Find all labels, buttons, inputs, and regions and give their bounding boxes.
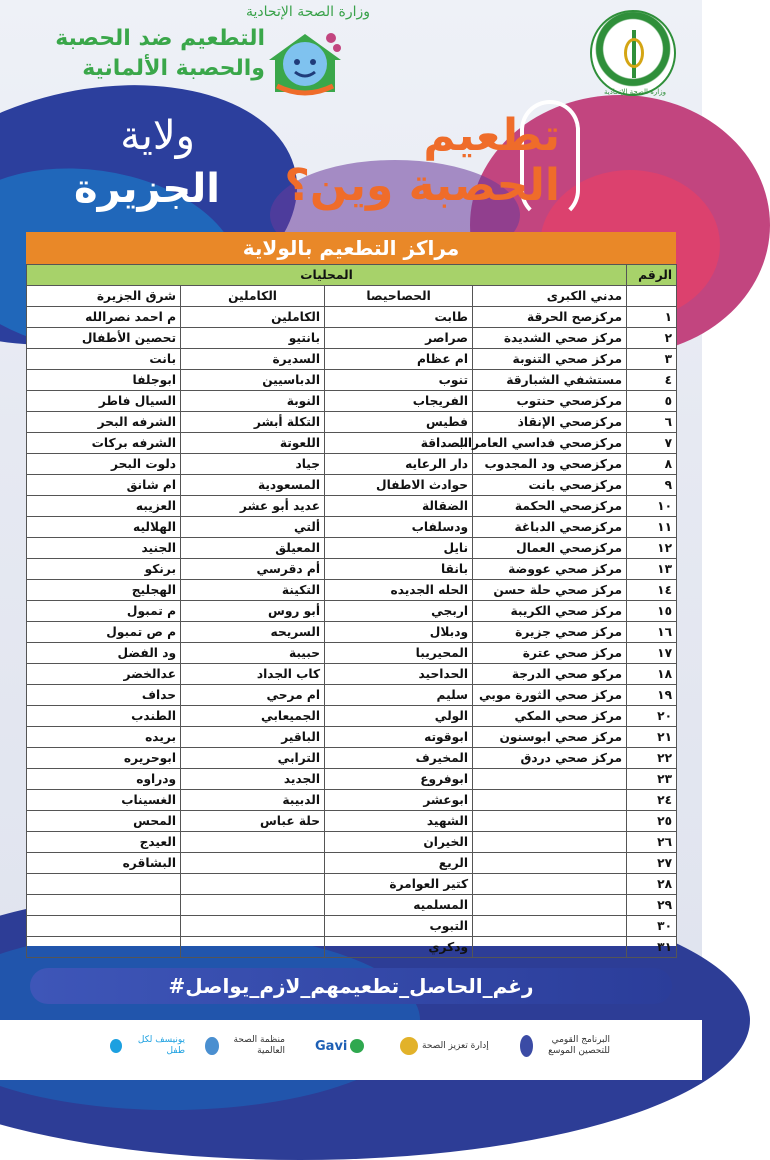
row-number-cell: ١٢ (627, 538, 677, 559)
poster-title-line1: تطعيم (423, 110, 560, 161)
center-name-cell: م تمبول (27, 601, 181, 622)
center-name-cell: ام مرحي (181, 685, 325, 706)
center-name-cell: العزيبه (27, 496, 181, 517)
center-name-cell: الدبيبة (181, 790, 325, 811)
partner-label: منظمة الصحة العالمية (233, 1035, 285, 1056)
center-name-cell: المحس (27, 811, 181, 832)
center-name-cell: تنوب (325, 370, 473, 391)
center-name-cell: مركز صحي الثورة موبي (473, 685, 627, 706)
center-name-cell: الشرفه البحر (27, 412, 181, 433)
center-name-cell: مركزصحي الدباغة (473, 517, 627, 538)
row-number-cell: ٢٩ (627, 895, 677, 916)
center-name-cell: أم دقرسي (181, 559, 325, 580)
center-name-cell: دار الرعايه (325, 454, 473, 475)
center-name-cell (181, 832, 325, 853)
center-name-cell: السريحه (181, 622, 325, 643)
who-logo-icon (205, 1037, 219, 1055)
ministry-seal-icon (590, 10, 676, 96)
column-header-locality: شرق الجزيرة (27, 286, 181, 307)
center-name-cell: حوادث الاطفال (325, 475, 473, 496)
center-name-cell: السديرة (181, 349, 325, 370)
center-name-cell (473, 811, 627, 832)
center-name-cell (181, 937, 325, 958)
row-number-cell: ١٩ (627, 685, 677, 706)
table-body (27, 307, 677, 958)
center-name-cell: مركزصحي الحكمة (473, 496, 627, 517)
center-name-cell: المحيريبا (325, 643, 473, 664)
center-name-cell: مركزصحي بانت (473, 475, 627, 496)
center-name-cell: ابوفروع (325, 769, 473, 790)
center-name-cell: فطيس (325, 412, 473, 433)
center-name-cell (27, 916, 181, 937)
center-name-cell: الهجليج (27, 580, 181, 601)
partner-label: البرنامج القومي للتحصين الموسع (548, 1035, 610, 1056)
table-row (27, 412, 677, 433)
center-name-cell: ابوعشر (325, 790, 473, 811)
center-name-cell: ام عظام (325, 349, 473, 370)
table-row (27, 307, 677, 328)
center-name-cell: م ص تمبول (27, 622, 181, 643)
row-number-cell: ٢٣ (627, 769, 677, 790)
table-row (27, 580, 677, 601)
row-number-cell: ٣٠ (627, 916, 677, 937)
center-name-cell (473, 832, 627, 853)
center-name-cell: ودراوه (27, 769, 181, 790)
gavi-logo-icon (350, 1039, 364, 1053)
table-row (27, 895, 677, 916)
campaign-mascot-icon (265, 20, 345, 100)
table-row (27, 664, 677, 685)
center-name-cell: النوبة (181, 391, 325, 412)
center-name-cell: الولي (325, 706, 473, 727)
center-name-cell: حداف (27, 685, 181, 706)
column-header-locality: الكاملين (181, 286, 325, 307)
table-row (27, 601, 677, 622)
center-name-cell: مركزصحي ود المجدوب (473, 454, 627, 475)
center-name-cell: المخيرف (325, 748, 473, 769)
health-promotion-logo-icon (400, 1037, 418, 1055)
center-name-cell: التكلة أبشر (181, 412, 325, 433)
center-name-cell (473, 895, 627, 916)
table-row (27, 454, 677, 475)
center-name-cell: الجنيد (27, 538, 181, 559)
center-name-cell: الشهيد (325, 811, 473, 832)
table-row (27, 727, 677, 748)
center-name-cell: ودبلال (325, 622, 473, 643)
row-number-cell: ١٦ (627, 622, 677, 643)
center-name-cell: ودكري (325, 937, 473, 958)
row-number-cell: ٨ (627, 454, 677, 475)
table-row (27, 517, 677, 538)
center-name-cell (473, 790, 627, 811)
center-name-cell: التكينة (181, 580, 325, 601)
center-name-cell: نايل (325, 538, 473, 559)
column-header-blank (627, 286, 677, 307)
center-name-cell: حبيبة (181, 643, 325, 664)
center-name-cell: مركز صحي دردق (473, 748, 627, 769)
table-row (27, 832, 677, 853)
center-name-cell: الحله الجديده (325, 580, 473, 601)
table-row (27, 391, 677, 412)
center-name-cell: الجديد (181, 769, 325, 790)
center-name-cell: الصداقة (325, 433, 473, 454)
center-name-cell: مركز صحي عترة (473, 643, 627, 664)
center-name-cell (181, 874, 325, 895)
center-name-cell: جياد (181, 454, 325, 475)
epi-logo-icon (520, 1035, 533, 1057)
center-name-cell: برنكو (27, 559, 181, 580)
vaccination-centers-table (26, 264, 677, 958)
center-name-cell: الخيران (325, 832, 473, 853)
hashtag-banner: #رغم_الحاصل_تطعيمهم_لازم_يواصل (30, 968, 672, 1004)
table-row (27, 433, 677, 454)
table-row (27, 853, 677, 874)
center-name-cell (473, 769, 627, 790)
center-name-cell: الهلاليه (27, 517, 181, 538)
center-name-cell: ود الفضل (27, 643, 181, 664)
center-name-cell: مركزصحي فداسي العامراب (473, 433, 627, 454)
center-name-cell (473, 916, 627, 937)
center-name-cell: بريده (27, 727, 181, 748)
column-header-locality: الحصاحيصا (325, 286, 473, 307)
row-number-cell: ١٤ (627, 580, 677, 601)
center-name-cell: مركز صحي حلة حسن (473, 580, 627, 601)
center-name-cell: مركز صحي الشديدة (473, 328, 627, 349)
row-number-cell: ١٠ (627, 496, 677, 517)
center-name-cell: كتير العوامرة (325, 874, 473, 895)
center-name-cell: طابت (325, 307, 473, 328)
table-row (27, 685, 677, 706)
center-name-cell: الغسيناب (27, 790, 181, 811)
row-number-cell: ٩ (627, 475, 677, 496)
row-number-cell: ٥ (627, 391, 677, 412)
center-name-cell: التبوب (325, 916, 473, 937)
table-row (27, 496, 677, 517)
table-row (27, 559, 677, 580)
center-name-cell: بانقا (325, 559, 473, 580)
row-number-cell: ٢٧ (627, 853, 677, 874)
center-name-cell: م احمد نصرالله (27, 307, 181, 328)
table-row (27, 349, 677, 370)
partner-label: Gavi (315, 1038, 348, 1054)
table-row (27, 937, 677, 958)
center-name-cell (473, 853, 627, 874)
row-number-cell: ٤ (627, 370, 677, 391)
center-name-cell: بانت (27, 349, 181, 370)
table-row (27, 475, 677, 496)
center-name-cell (27, 937, 181, 958)
center-name-cell: الجميعابي (181, 706, 325, 727)
table-row (27, 874, 677, 895)
partner-logo-health-promotion (400, 1028, 500, 1064)
center-name-cell: العيدج (27, 832, 181, 853)
column-header-number: الرقم (627, 265, 677, 286)
center-name-cell: ألتي (181, 517, 325, 538)
center-name-cell (181, 916, 325, 937)
center-name-cell: ابوجلفا (27, 370, 181, 391)
center-name-cell: مركز صحي التنوبة (473, 349, 627, 370)
center-name-cell: صراصر (325, 328, 473, 349)
center-name-cell (181, 895, 325, 916)
center-name-cell: الضقالة (325, 496, 473, 517)
campaign-title-line2: والحصبة الألمانية (82, 56, 265, 81)
table-row (27, 370, 677, 391)
partner-label: يونيسف لكل طفل (137, 1035, 185, 1056)
table-heading: مراكز التطعيم بالولاية (26, 232, 676, 264)
center-name-cell: مركزصحي الإنقاذ (473, 412, 627, 433)
center-name-cell (473, 874, 627, 895)
center-name-cell: عديد أبو عشر (181, 496, 325, 517)
center-name-cell: الباقير (181, 727, 325, 748)
table-row (27, 328, 677, 349)
center-name-cell: الشرفه بركات (27, 433, 181, 454)
center-name-cell: مركو صحي الدرجة (473, 664, 627, 685)
center-name-cell: ودسلفاب (325, 517, 473, 538)
center-name-cell: كاب الجداد (181, 664, 325, 685)
center-name-cell: الفريجاب (325, 391, 473, 412)
row-number-cell: ٢٢ (627, 748, 677, 769)
center-name-cell: الطندب (27, 706, 181, 727)
table-row (27, 538, 677, 559)
center-name-cell: الدباسيين (181, 370, 325, 391)
campaign-title-line1: التطعيم ضد الحصبة (55, 26, 265, 51)
center-name-cell: المسلميه (325, 895, 473, 916)
center-name-cell: مركزصح الحرقة (473, 307, 627, 328)
state-label-line2: الجزيرة (74, 166, 220, 212)
center-name-cell: بانتيو (181, 328, 325, 349)
center-name-cell (27, 874, 181, 895)
table-row (27, 790, 677, 811)
center-name-cell: سليم (325, 685, 473, 706)
partner-label: إدارة تعزيز الصحة (422, 1040, 489, 1051)
center-name-cell: مستشفي الشبارقة (473, 370, 627, 391)
center-name-cell (181, 853, 325, 874)
row-number-cell: ٢٤ (627, 790, 677, 811)
ministry-name: وزارة الصحة الإتحادية (246, 4, 370, 20)
unicef-logo-icon (110, 1039, 122, 1053)
center-name-cell: الترابي (181, 748, 325, 769)
table-row (27, 706, 677, 727)
center-name-cell: الحداحيد (325, 664, 473, 685)
table-row (27, 769, 677, 790)
partner-logo-who (205, 1028, 285, 1064)
center-name-cell: مركز صحي الكريبة (473, 601, 627, 622)
poster-title-line2: الحصبة وين؟ (284, 160, 560, 211)
center-name-cell: مركز صحي المكي (473, 706, 627, 727)
center-name-cell: تحصين الأطفال (27, 328, 181, 349)
center-name-cell: مركز صحي عووضة (473, 559, 627, 580)
ministry-seal-label: وزارة الصحة الإتحادية (604, 88, 666, 96)
row-number-cell: ٢٦ (627, 832, 677, 853)
state-label-line1: ولاية (120, 113, 195, 159)
center-name-cell: المسعودية (181, 475, 325, 496)
center-name-cell: اللعوتة (181, 433, 325, 454)
row-number-cell: ٣ (627, 349, 677, 370)
table-row (27, 916, 677, 937)
row-number-cell: ٧ (627, 433, 677, 454)
row-number-cell: ٢١ (627, 727, 677, 748)
table-row (27, 748, 677, 769)
row-number-cell: ٢٥ (627, 811, 677, 832)
row-number-cell: ١٧ (627, 643, 677, 664)
center-name-cell (473, 937, 627, 958)
row-number-cell: ٣١ (627, 937, 677, 958)
row-number-cell: ٢ (627, 328, 677, 349)
center-name-cell: اربجي (325, 601, 473, 622)
center-name-cell: مركزصحي حنتوب (473, 391, 627, 412)
center-name-cell: ابوحريره (27, 748, 181, 769)
center-name-cell: الكاملين (181, 307, 325, 328)
center-name-cell: المعيلق (181, 538, 325, 559)
row-number-cell: ١٣ (627, 559, 677, 580)
center-name-cell: حلة عباس (181, 811, 325, 832)
row-number-cell: ١١ (627, 517, 677, 538)
center-name-cell: مركز صحي ابوسنون (473, 727, 627, 748)
center-name-cell: مركز صحي جزيرة (473, 622, 627, 643)
center-name-cell: مركزصحي العمال (473, 538, 627, 559)
column-group-header: المحليات (27, 265, 627, 286)
center-name-cell: البشاقره (27, 853, 181, 874)
row-number-cell: ١٨ (627, 664, 677, 685)
table-row (27, 622, 677, 643)
table-row (27, 811, 677, 832)
row-number-cell: ٢٠ (627, 706, 677, 727)
row-number-cell: ١ (627, 307, 677, 328)
column-header-locality: مدني الكبرى (473, 286, 627, 307)
row-number-cell: ٢٨ (627, 874, 677, 895)
row-number-cell: ٦ (627, 412, 677, 433)
center-name-cell: دلوت البحر (27, 454, 181, 475)
partner-logo-gavi (315, 1028, 375, 1064)
center-name-cell: ام شانق (27, 475, 181, 496)
center-name-cell: الريع (325, 853, 473, 874)
center-name-cell: ابوقوته (325, 727, 473, 748)
center-name-cell: السيال فاطر (27, 391, 181, 412)
table-row (27, 643, 677, 664)
center-name-cell: أبو روس (181, 601, 325, 622)
row-number-cell: ١٥ (627, 601, 677, 622)
partner-logo-epi (520, 1028, 610, 1064)
center-name-cell (27, 895, 181, 916)
partner-logo-unicef (110, 1028, 185, 1064)
center-name-cell: عدالخضر (27, 664, 181, 685)
